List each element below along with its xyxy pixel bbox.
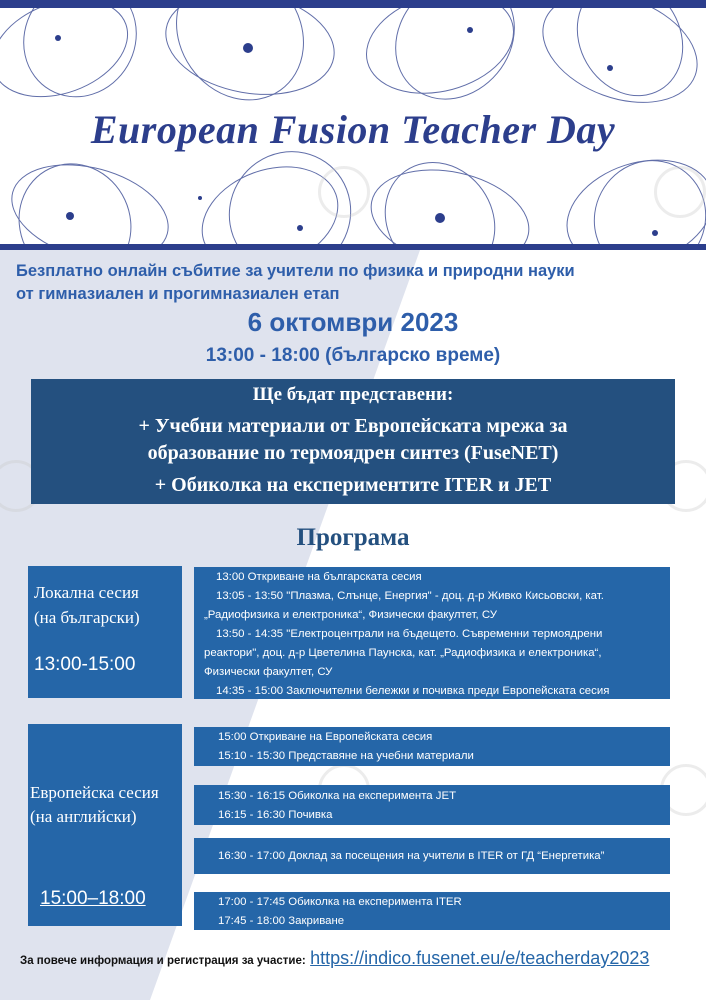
page-title: European Fusion Teacher Day (90, 107, 616, 152)
european-session-box (28, 724, 182, 926)
local-session-box (28, 566, 182, 698)
presented-heading: Ще бъдат представени: (252, 384, 454, 405)
schedule-row: 14:35 - 15:00 Заключителни бележки и почивка преди Европейската сесия (216, 685, 610, 697)
schedule-row: 13:50 - 14:35 "Електроцентрали на бъдещето. Съвременни термоядрени (216, 628, 603, 640)
european-session-language: (на английски) (30, 807, 137, 826)
schedule-row: 17:00 - 17:45 Обиколка на експеримента ITER (218, 896, 462, 908)
schedule-row: 16:30 - 17:00 Доклад за посещения на учители в ITER от ГД “Енергетика” (218, 850, 605, 862)
presented-item-1-line-2: образование по термоядрен синтез (FuseNET) (147, 442, 559, 464)
description-line-2: от гимназиален и прогимназиален етап (16, 285, 340, 303)
program-title: Програма (296, 524, 410, 551)
watermark-logo (654, 166, 706, 218)
schedule-row: 15:10 - 15:30 Представяне на учебни материали (218, 750, 474, 762)
european-session-time: 15:00–18:00 (40, 888, 146, 909)
local-session-time: 13:00-15:00 (34, 654, 136, 675)
schedule-row: Физически факултет, СУ (204, 666, 333, 678)
european-session-name: Европейска сесия (30, 783, 159, 802)
schedule-row: 16:15 - 16:30 Почивка (218, 809, 333, 821)
schedule-row: реактори", доц. д-р Цветелина Паунска, кат. „Радиофизика и електроника“, (204, 647, 602, 659)
schedule-row: 15:00 Откриване на Европейската сесия (218, 731, 433, 743)
presented-item-2: + Обиколка на експериментите ITER и JET (154, 474, 552, 496)
presented-item-1-line-1: + Учебни материали от Европейската мрежа за (138, 415, 568, 437)
schedule-row: 17:45 - 18:00 Закриване (218, 915, 345, 927)
footer (20, 948, 700, 969)
schedule-row: 13:00 Откриване на българската сесия (216, 571, 422, 583)
event-time: 13:00 - 18:00 (българско време) (205, 345, 501, 366)
local-session-name: Локална сесия (34, 583, 139, 602)
header-divider (0, 244, 706, 250)
watermark-logo (318, 166, 370, 218)
presented-box (31, 379, 675, 504)
description-line-1: Безплатно онлайн събитие за учители по физика и природни науки (16, 262, 575, 280)
schedule-row: 13:05 - 13:50 "Плазма, Слънце, Енергия" - доц. д-р Живко Кисьовски, кат. (216, 590, 604, 602)
event-description (16, 260, 696, 306)
local-session-language: (на български) (34, 608, 140, 627)
european-schedule-block-3 (194, 838, 670, 874)
registration-link[interactable]: https://indico.fusenet.eu/e/teacherday2023 (310, 948, 650, 968)
schedule-row: „Радиофизика и електроника“, Физически факултет, СУ (204, 609, 497, 621)
european-schedule-block-1 (194, 727, 670, 766)
schedule-row: 15:30 - 16:15 Обиколка на експеримента JET (218, 790, 457, 802)
local-session-schedule (194, 567, 670, 699)
european-schedule-block-4 (194, 892, 670, 930)
european-schedule-block-2 (194, 785, 670, 825)
registration-label: За повече информация и регистрация за участие: (20, 955, 306, 967)
event-date: 6 октомври 2023 (247, 307, 459, 337)
